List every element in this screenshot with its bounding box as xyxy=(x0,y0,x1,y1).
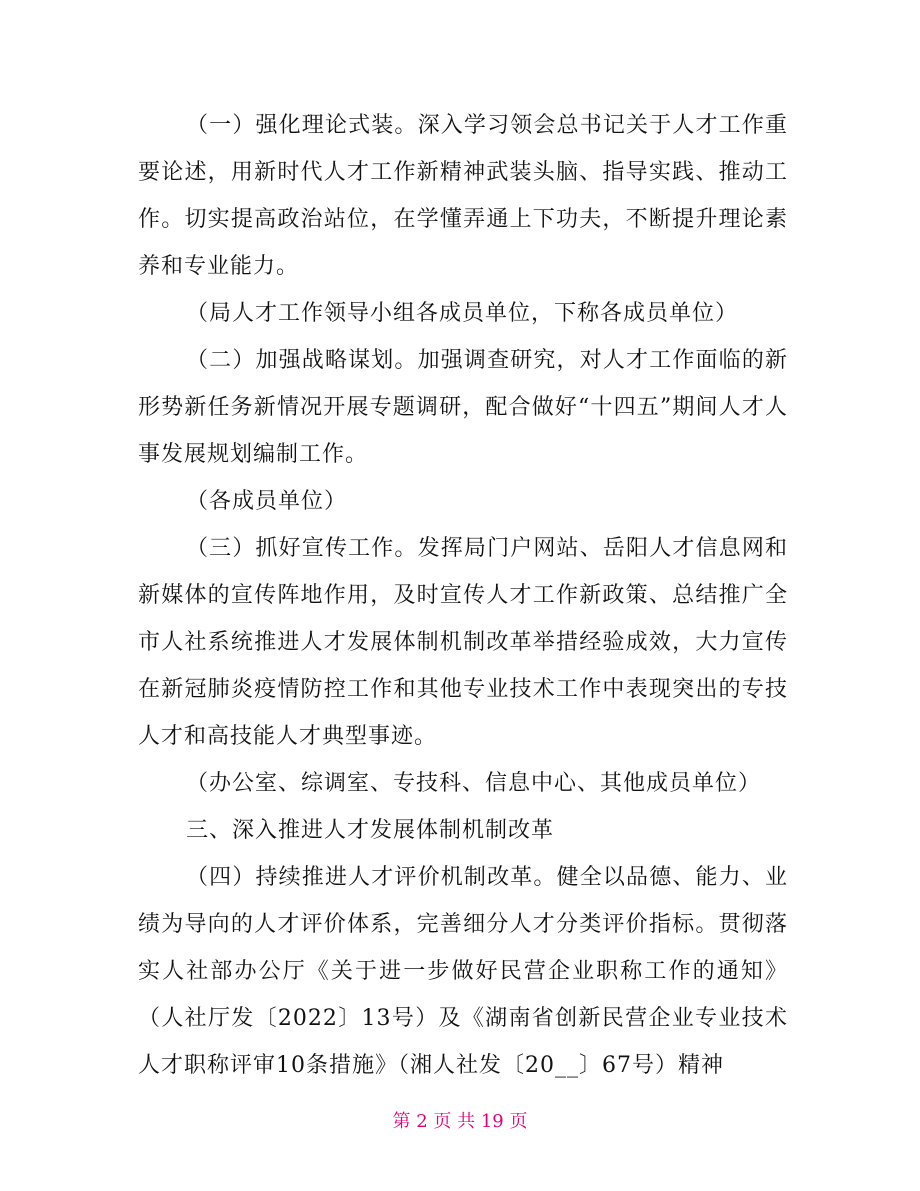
paragraph-responsible-1: （局人才工作领导小组各成员单位，下称各成员单位） xyxy=(186,301,739,326)
paragraph-section-2: （二）加强战略谋划。加强调查研究，对人才工作面临的新形势新任务新情况开展专题调研，配合做好“十四五”期间人才人事发展规划编制工作。 xyxy=(138,348,788,467)
section-heading-3: 三、深入推进人才发展体制机制改革 xyxy=(186,818,555,843)
page-number-footer: 第 2 页 共 19 页 xyxy=(392,1111,528,1132)
paragraph-responsible-2: （各成员单位） xyxy=(186,489,348,514)
paragraph-section-1: （一）强化理论式装。深入学习领会总书记关于人才工作重要论述，用新时代人才工作新精神武装头脑、指导实践、推动工作。切实提高政治站位，在学懂弄通上下功夫，不断提升理论素养和专业能力。 xyxy=(138,113,788,279)
paragraph-section-3: （三）抓好宣传工作。发挥局门户网站、岳阳人才信息网和新媒体的宣传阵地作用，及时宣传人才工作新政策、总结推广全市人社系统推进人才发展体制机制改革举措经验成效，大力宣传在新冠肺炎疫情防控工作和其他专业技术工作中表现突出的专技人才和高技能人才典型事迹。 xyxy=(138,536,788,749)
document-body xyxy=(138,102,788,1089)
paragraph-section-4: （四）持续推进人才评价机制改革。健全以品德、能力、业绩为导向的人才评价体系，完善细分人才分类评价指标。贯彻落实人社部办公厅《关于进一步做好民营企业职称工作的通知》（人社厅发〔2022〕13号）及《湖南省创新民营企业专业技术人才职称评审10条措施》（湘人社发〔20__〕67号）精神 xyxy=(138,865,788,1078)
paragraph-responsible-3: （办公室、综调室、专技科、信息中心、其他成员单位） xyxy=(186,771,762,796)
